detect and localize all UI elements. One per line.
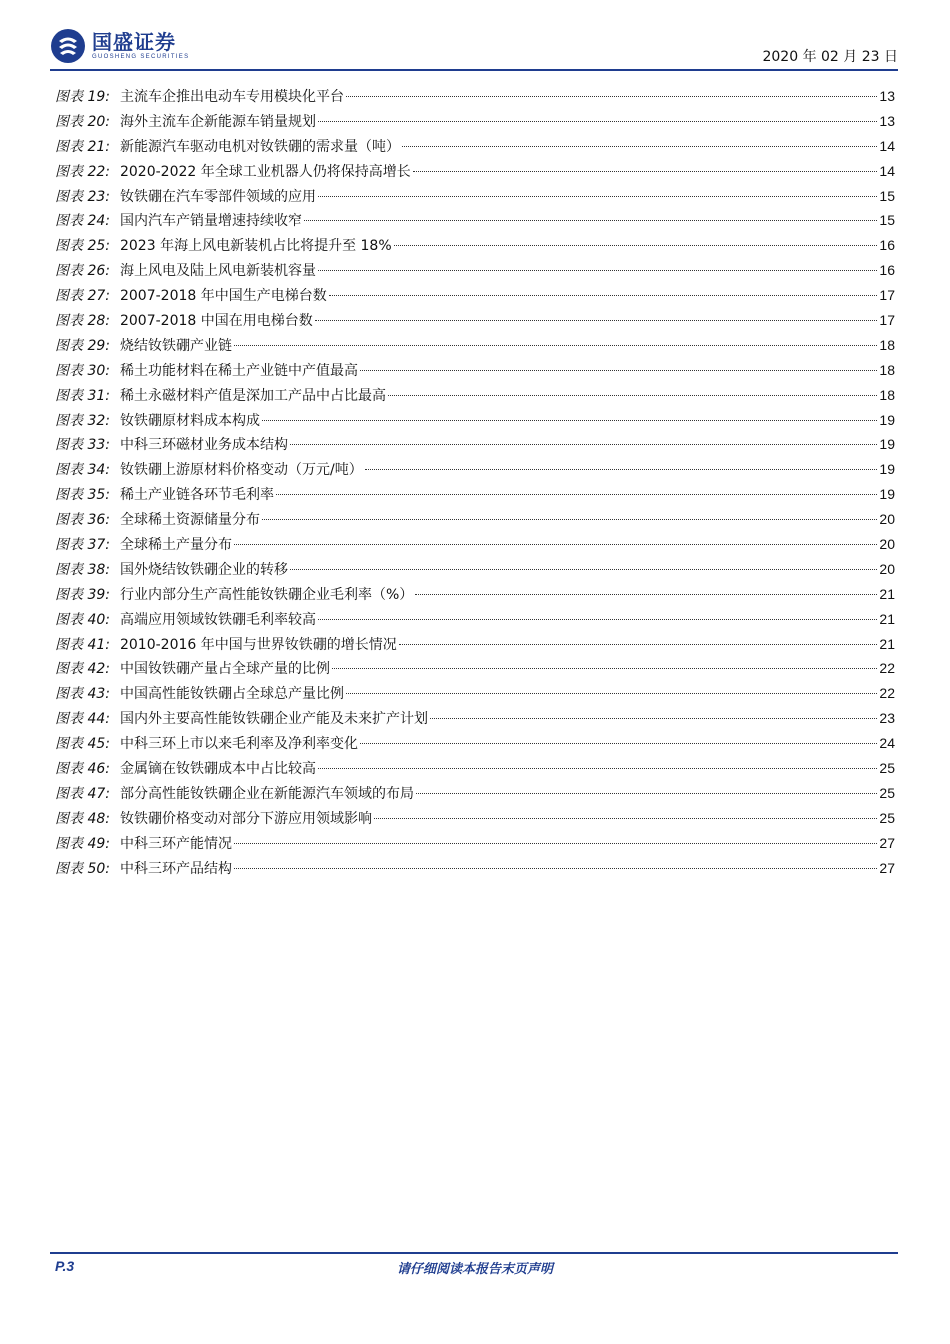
logo-english-name: GUOSHENG SECURITIES — [92, 54, 190, 60]
toc-figure-title: 全球稀土资源储量分布 — [119, 512, 260, 529]
disclaimer-text: 请仔细阅读本报告末页声明 — [396, 1262, 553, 1277]
toc-figure-title: 高端应用领域钕铁硼毛利率较高 — [119, 611, 316, 628]
toc-page-number: 25 — [879, 784, 895, 801]
toc-dot-leader — [262, 519, 877, 520]
toc-figure-title: 2023 年海上风电新装机占比将提升至 18% — [119, 238, 392, 255]
toc-page-number: 22 — [879, 660, 895, 677]
toc-dot-leader — [415, 594, 877, 595]
toc-entry[interactable] — [55, 184, 895, 209]
toc-entry[interactable] — [55, 856, 895, 881]
toc-dot-leader — [402, 146, 877, 147]
toc-figure-title: 中科三环上市以来毛利率及净利率变化 — [119, 736, 358, 753]
toc-figure-label: 图表 26: — [55, 263, 110, 280]
toc-figure-title: 2020-2022 年全球工业机器人仍将保持高增长 — [119, 163, 411, 180]
toc-figure-title: 中科三环磁材业务成本结构 — [119, 437, 288, 454]
toc-page-number: 24 — [879, 735, 895, 752]
toc-figure-label: 图表 39: — [55, 586, 110, 603]
toc-figure-title: 钕铁硼原材料成本构成 — [119, 412, 260, 429]
toc-figure-title: 金属镝在钕铁硼成本中占比较高 — [119, 761, 316, 778]
toc-entry[interactable] — [55, 159, 895, 184]
toc-dot-leader — [234, 843, 877, 844]
toc-entry[interactable] — [55, 358, 895, 383]
toc-figure-title: 中国钕铁硼产量占全球产量的比例 — [119, 661, 330, 678]
toc-figure-title: 中科三环产品结构 — [119, 860, 232, 877]
toc-figure-title: 稀土功能材料在稀土产业链中产值最高 — [119, 362, 358, 379]
toc-figure-title: 2007-2018 中国在用电梯台数 — [119, 313, 313, 330]
toc-figure-label: 图表 32: — [55, 412, 110, 429]
toc-figure-label: 图表 40: — [55, 611, 110, 628]
toc-dot-leader — [332, 668, 877, 669]
toc-dot-leader — [360, 743, 877, 744]
footer-divider — [50, 1252, 898, 1254]
toc-dot-leader — [234, 868, 877, 869]
toc-entry[interactable] — [55, 632, 895, 657]
toc-dot-leader — [290, 569, 877, 570]
toc-figure-label: 图表 27: — [55, 288, 110, 305]
toc-dot-leader — [318, 121, 877, 122]
toc-figure-label: 图表 28: — [55, 313, 110, 330]
toc-figure-label: 图表 50: — [55, 860, 110, 877]
company-logo — [50, 28, 189, 64]
toc-figure-title: 钕铁硼在汽车零部件领域的应用 — [119, 188, 316, 205]
toc-page-number: 27 — [879, 834, 895, 851]
figure-list — [55, 84, 895, 881]
toc-figure-label: 图表 23: — [55, 188, 110, 205]
toc-figure-label: 图表 46: — [55, 761, 110, 778]
page-number: P.3 — [55, 1258, 75, 1274]
toc-figure-title: 海外主流车企新能源车销量规划 — [119, 113, 316, 130]
toc-figure-title: 中国高性能钕铁硼占全球总产量比例 — [119, 686, 344, 703]
toc-page-number: 15 — [879, 187, 895, 204]
toc-figure-label: 图表 38: — [55, 561, 110, 578]
toc-dot-leader — [276, 494, 877, 495]
toc-figure-label: 图表 19: — [55, 89, 110, 105]
toc-figure-label: 图表 43: — [55, 686, 110, 703]
toc-figure-label: 图表 35: — [55, 487, 110, 504]
toc-dot-leader — [346, 96, 877, 97]
toc-entry[interactable] — [55, 656, 895, 681]
toc-dot-leader — [290, 444, 877, 445]
toc-figure-label: 图表 45: — [55, 736, 110, 753]
toc-entry[interactable] — [55, 308, 895, 333]
toc-entry[interactable] — [55, 806, 895, 831]
toc-dot-leader — [262, 420, 877, 421]
toc-dot-leader — [329, 295, 878, 296]
toc-dot-leader — [346, 693, 877, 694]
toc-dot-leader — [318, 196, 877, 197]
toc-figure-label: 图表 42: — [55, 661, 110, 678]
toc-entry[interactable] — [55, 607, 895, 632]
toc-page-number: 27 — [879, 859, 895, 876]
toc-figure-label: 图表 47: — [55, 785, 110, 802]
toc-dot-leader — [374, 818, 877, 819]
toc-figure-label: 图表 21: — [55, 138, 110, 155]
toc-figure-label: 图表 41: — [55, 636, 110, 653]
toc-figure-label: 图表 33: — [55, 437, 110, 454]
toc-figure-label: 图表 22: — [55, 163, 110, 180]
toc-entry[interactable] — [55, 208, 895, 233]
toc-figure-title: 海上风电及陆上风电新装机容量 — [119, 263, 316, 280]
toc-page-number: 22 — [879, 685, 895, 702]
toc-page-number: 18 — [879, 336, 895, 353]
toc-dot-leader — [234, 544, 877, 545]
toc-figure-title: 全球稀土产量分布 — [119, 537, 232, 554]
toc-entry[interactable] — [55, 731, 895, 756]
toc-entry[interactable] — [55, 781, 895, 806]
toc-page-number: 13 — [879, 112, 895, 129]
toc-dot-leader — [413, 171, 878, 172]
toc-entry[interactable] — [55, 457, 895, 482]
toc-figure-title: 稀土产业链各环节毛利率 — [119, 487, 274, 504]
toc-entry[interactable] — [55, 756, 895, 781]
toc-figure-title: 行业内部分生产高性能钕铁硼企业毛利率（%） — [119, 586, 414, 603]
toc-entry[interactable] — [55, 557, 895, 582]
toc-entry[interactable] — [55, 233, 895, 258]
toc-figure-title: 部分高性能钕铁硼企业在新能源汽车领域的布局 — [119, 785, 414, 802]
toc-figure-label: 图表 34: — [55, 462, 110, 479]
toc-figure-title: 国内外主要高性能钕铁硼企业产能及未来扩产计划 — [119, 711, 428, 728]
toc-dot-leader — [234, 345, 877, 346]
toc-page-number: 16 — [879, 237, 895, 254]
toc-figure-title: 稀土永磁材料产值是深加工产品中占比最高 — [119, 387, 386, 404]
toc-page-number: 20 — [879, 536, 895, 553]
toc-entry[interactable] — [55, 258, 895, 283]
toc-page-number: 19 — [879, 461, 895, 478]
toc-figure-label: 图表 31: — [55, 387, 110, 404]
toc-page-number: 19 — [879, 411, 895, 428]
toc-dot-leader — [318, 270, 877, 271]
toc-figure-title: 主流车企推出电动车专用模块化平台 — [119, 89, 344, 105]
toc-page-number: 18 — [879, 361, 895, 378]
page-header — [50, 28, 898, 70]
toc-dot-leader — [365, 469, 878, 470]
toc-entry[interactable] — [55, 507, 895, 532]
toc-dot-leader — [318, 619, 877, 620]
toc-page-number: 25 — [879, 760, 895, 777]
toc-figure-title: 钕铁硼上游原材料价格变动（万元/吨） — [119, 462, 363, 479]
toc-page-number: 20 — [879, 560, 895, 577]
toc-figure-title: 2007-2018 年中国生产电梯台数 — [119, 288, 327, 305]
toc-page-number: 21 — [879, 635, 895, 652]
toc-dot-leader — [360, 370, 877, 371]
header-divider — [50, 69, 898, 71]
toc-figure-title: 钕铁硼价格变动对部分下游应用领域影响 — [119, 810, 372, 827]
toc-figure-title: 烧结钕铁硼产业链 — [119, 337, 232, 354]
toc-entry[interactable] — [55, 482, 895, 507]
toc-figure-title: 新能源汽车驱动电机对钕铁硼的需求量（吨） — [119, 138, 400, 155]
toc-page-number: 18 — [879, 386, 895, 403]
toc-figure-label: 图表 37: — [55, 537, 110, 554]
toc-entry[interactable] — [55, 532, 895, 557]
toc-entry[interactable] — [55, 383, 895, 408]
toc-page-number: 16 — [879, 262, 895, 279]
toc-entry[interactable] — [55, 109, 895, 134]
toc-dot-leader — [394, 245, 878, 246]
toc-figure-label: 图表 20: — [55, 113, 110, 130]
toc-figure-label: 图表 36: — [55, 512, 110, 529]
toc-figure-title: 2010-2016 年中国与世界钕铁硼的增长情况 — [119, 636, 397, 653]
toc-dot-leader — [304, 220, 877, 221]
toc-figure-title: 国内汽车产销量增速持续收窄 — [119, 213, 302, 230]
toc-figure-title: 中科三环产能情况 — [119, 835, 232, 852]
toc-figure-title: 国外烧结钕铁硼企业的转移 — [119, 561, 288, 578]
toc-entry[interactable] — [55, 706, 895, 731]
toc-entry[interactable] — [55, 582, 895, 607]
toc-page-number: 19 — [879, 436, 895, 453]
toc-figure-label: 图表 48: — [55, 810, 110, 827]
logo-chinese-name: 国盛证券 — [92, 30, 176, 54]
toc-page-number: 13 — [879, 88, 895, 104]
toc-figure-label: 图表 49: — [55, 835, 110, 852]
toc-entry[interactable] — [55, 408, 895, 433]
toc-entry[interactable] — [55, 681, 895, 706]
toc-dot-leader — [399, 644, 878, 645]
toc-figure-label: 图表 29: — [55, 337, 110, 354]
toc-page-number: 19 — [879, 486, 895, 503]
toc-dot-leader — [430, 718, 877, 719]
toc-figure-label: 图表 25: — [55, 238, 110, 255]
toc-entry[interactable] — [55, 333, 895, 358]
toc-page-number: 21 — [879, 610, 895, 627]
toc-entry[interactable] — [55, 134, 895, 159]
toc-page-number: 15 — [879, 212, 895, 229]
toc-page-number: 14 — [879, 137, 895, 154]
toc-dot-leader — [315, 320, 878, 321]
guosheng-logo-icon — [50, 28, 86, 64]
toc-entry[interactable] — [55, 283, 895, 308]
toc-page-number: 14 — [879, 162, 895, 179]
toc-page-number: 17 — [879, 287, 895, 304]
toc-dot-leader — [416, 793, 877, 794]
toc-page-number: 21 — [879, 585, 895, 602]
toc-dot-leader — [318, 768, 877, 769]
toc-page-number: 25 — [879, 809, 895, 826]
toc-dot-leader — [388, 395, 877, 396]
toc-entry[interactable] — [55, 831, 895, 856]
toc-figure-label: 图表 44: — [55, 711, 110, 728]
toc-entry[interactable] — [55, 432, 895, 457]
toc-page-number: 20 — [879, 511, 895, 528]
toc-page-number: 17 — [879, 312, 895, 329]
report-date: 2020 年 02 月 23 日 — [762, 49, 898, 65]
toc-figure-label: 图表 24: — [55, 213, 110, 230]
toc-entry[interactable] — [55, 84, 895, 109]
toc-figure-label: 图表 30: — [55, 362, 110, 379]
toc-page-number: 23 — [879, 710, 895, 727]
